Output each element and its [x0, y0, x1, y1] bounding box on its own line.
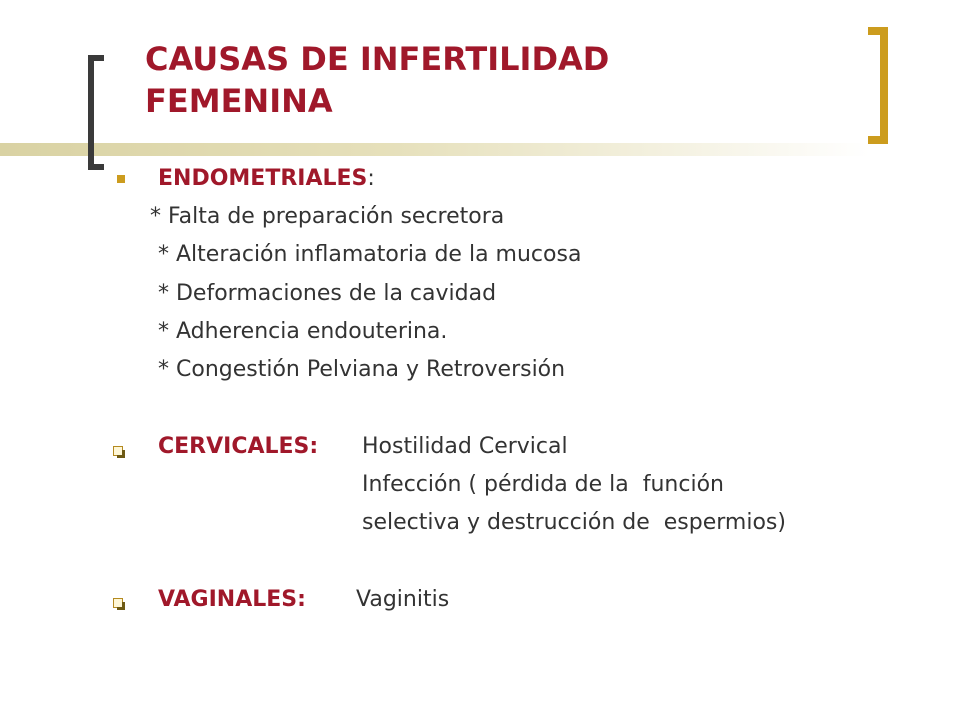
- endometriales-item-3: * Deformaciones de la cavidad: [158, 281, 497, 306]
- left-bracket-decoration: [88, 55, 104, 170]
- checkbox-bullet-icon: [113, 446, 123, 456]
- square-bullet-icon: [117, 175, 125, 183]
- endometriales-heading: ENDOMETRIALES: [158, 166, 368, 191]
- title-line-1: CAUSAS DE INFERTILIDAD: [145, 40, 610, 78]
- checkbox-bullet-icon: [113, 598, 123, 608]
- vaginales-text: Vaginitis: [356, 587, 450, 612]
- endometriales-colon: :: [367, 166, 375, 191]
- endometriales-heading-row: [158, 164, 375, 194]
- endometriales-item-5: * Congestión Pelviana y Retroversión: [158, 357, 566, 382]
- endometriales-item-4: * Adherencia endouterina.: [158, 319, 448, 344]
- cervicales-line-2: Infección ( pérdida de la función: [362, 472, 724, 497]
- right-bracket-decoration: [868, 27, 888, 144]
- vaginales-heading: VAGINALES:: [158, 587, 306, 612]
- title-line-2: FEMENINA: [145, 82, 333, 120]
- endometriales-item-1: * Falta de preparación secretora: [150, 204, 505, 229]
- cervicales-heading: CERVICALES:: [158, 434, 319, 459]
- cervicales-line-1: Hostilidad Cervical: [362, 434, 568, 459]
- endometriales-item-2: * Alteración inflamatoria de la mucosa: [158, 242, 582, 267]
- slide-title: [145, 38, 845, 122]
- cervicales-line-3: selectiva y destrucción de espermios): [362, 510, 786, 535]
- title-gradient-bar: [0, 143, 870, 156]
